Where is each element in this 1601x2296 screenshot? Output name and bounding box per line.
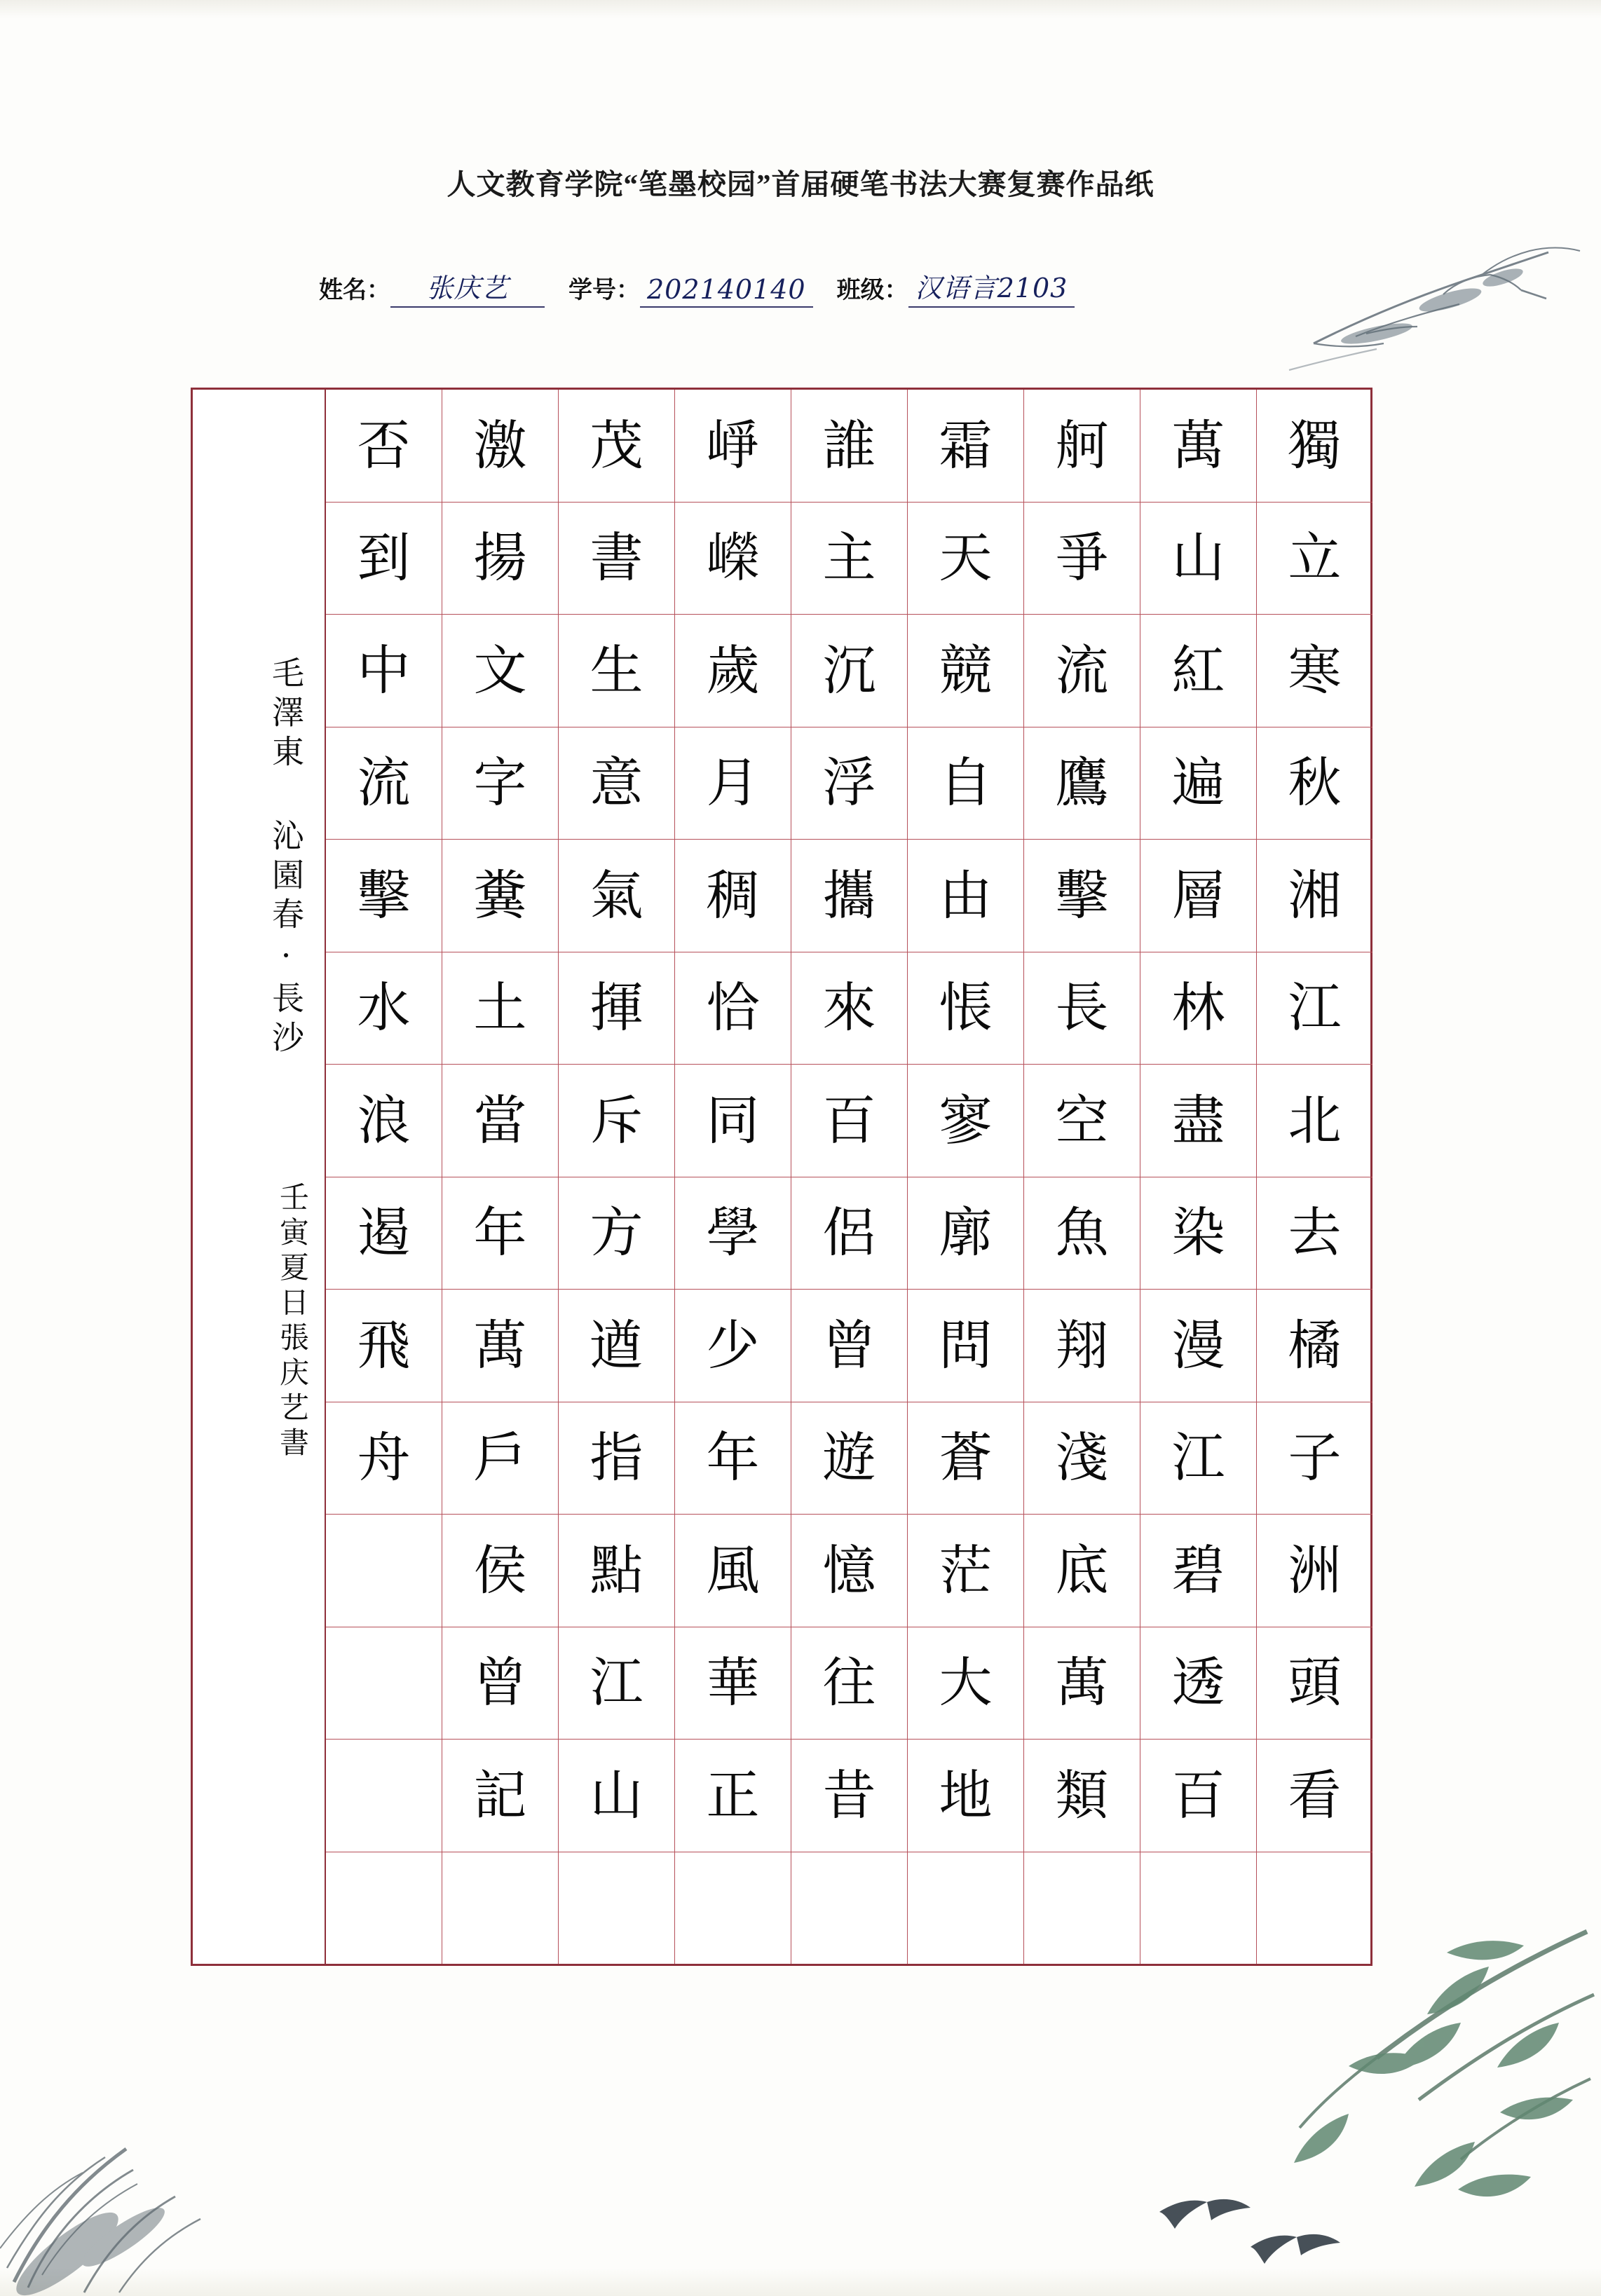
- grid-cell: 鷹: [1024, 727, 1140, 840]
- signature-column: [193, 390, 326, 1964]
- grid-cell: 斥: [559, 1065, 674, 1177]
- grid-cell: 紅: [1140, 615, 1256, 727]
- grid-cell: 記: [442, 1740, 558, 1852]
- grid-cell: 北: [1257, 1065, 1372, 1177]
- grid-cell: 地: [908, 1740, 1023, 1852]
- grid-cell: 類: [1024, 1740, 1140, 1852]
- field-student-id-value[interactable]: 202140140: [640, 274, 813, 308]
- grid-cell: 染: [1140, 1177, 1256, 1290]
- page-title: 人文教育学院“笔墨校园”首届硬笔书法大赛复赛作品纸: [447, 168, 1154, 200]
- grid-cell: 擊: [1024, 840, 1140, 952]
- grid-cell: 意: [559, 727, 674, 840]
- grid-cell: 頭: [1257, 1627, 1372, 1740]
- paper-edge-bottom: [0, 2268, 1601, 2296]
- grid-cell: [1024, 1852, 1140, 1964]
- grid-cell: 氣: [559, 840, 674, 952]
- grid-cell: 萬: [1140, 390, 1256, 503]
- grid-cell: 茂: [559, 390, 674, 503]
- grid-cell: 江: [1140, 1402, 1256, 1515]
- grid-cell: 字: [442, 727, 558, 840]
- grid-cell: 遏: [326, 1177, 442, 1290]
- grid-column-9: [326, 390, 442, 1964]
- grid-column-3: [1023, 390, 1140, 1964]
- grid-cell: 長: [1024, 952, 1140, 1065]
- field-student-id: [568, 271, 813, 308]
- grid-cell: 侶: [791, 1177, 907, 1290]
- grid-cell: [326, 1852, 442, 1964]
- grid-cell: 指: [559, 1402, 674, 1515]
- grid-cell: 獨: [1257, 390, 1372, 503]
- grid-cell: [1257, 1852, 1372, 1964]
- signature-author-line: 毛澤東 沁園春·長沙: [267, 656, 305, 1060]
- grid-cell: 萬: [1024, 1627, 1140, 1740]
- grid-cell: 擊: [326, 840, 442, 952]
- grid-cell: 魚: [1024, 1177, 1140, 1290]
- grid-cell: 學: [675, 1177, 791, 1290]
- grid-cell: 稠: [675, 840, 791, 952]
- grid-cell: 年: [675, 1402, 791, 1515]
- grid-cell: 自: [908, 727, 1023, 840]
- grid-cell: 方: [559, 1177, 674, 1290]
- grid-cell: 戶: [442, 1402, 558, 1515]
- grid-cell: 少: [675, 1290, 791, 1402]
- character-grid: [326, 390, 1372, 1964]
- grid-cell: 流: [1024, 615, 1140, 727]
- grid-cell: [326, 1627, 442, 1740]
- grid-cell: 遍: [1140, 727, 1256, 840]
- grid-cell: 問: [908, 1290, 1023, 1402]
- student-info-row: [319, 266, 1075, 308]
- grid-cell: [908, 1852, 1023, 1964]
- grid-cell: 碧: [1140, 1515, 1256, 1627]
- grid-cell: 攜: [791, 840, 907, 952]
- grid-cell: 盡: [1140, 1065, 1256, 1177]
- field-name-label: 姓名：: [319, 278, 390, 303]
- grid-cell: 憶: [791, 1515, 907, 1627]
- grid-cell: 空: [1024, 1065, 1140, 1177]
- grid-cell: 昔: [791, 1740, 907, 1852]
- grid-cell: [559, 1852, 674, 1964]
- field-name: [319, 266, 545, 308]
- grid-cell: 沉: [791, 615, 907, 727]
- grid-column-2: [1140, 390, 1256, 1964]
- grid-cell: 同: [675, 1065, 791, 1177]
- grid-cell: 天: [908, 503, 1023, 615]
- grid-cell: 霜: [908, 390, 1023, 503]
- grid-cell: 橘: [1257, 1290, 1372, 1402]
- calligraphy-grid-frame: [191, 388, 1372, 1966]
- grid-cell: 曾: [442, 1627, 558, 1740]
- grid-cell: 浪: [326, 1065, 442, 1177]
- ink-grass-illustration: [0, 1974, 421, 2296]
- grid-cell: 否: [326, 390, 442, 503]
- grid-cell: 正: [675, 1740, 791, 1852]
- grid-cell: 崢: [675, 390, 791, 503]
- field-student-id-label: 学号：: [568, 278, 640, 303]
- grid-cell: 底: [1024, 1515, 1140, 1627]
- grid-cell: 來: [791, 952, 907, 1065]
- grid-cell: 文: [442, 615, 558, 727]
- grid-cell: 中: [326, 615, 442, 727]
- grid-cell: [791, 1852, 907, 1964]
- grid-cell: 生: [559, 615, 674, 727]
- grid-cell: 茫: [908, 1515, 1023, 1627]
- grid-cell: 翔: [1024, 1290, 1140, 1402]
- grid-cell: [326, 1740, 442, 1852]
- grid-cell: 侯: [442, 1515, 558, 1627]
- grid-cell: 江: [559, 1627, 674, 1740]
- grid-cell: 百: [791, 1065, 907, 1177]
- grid-cell: 立: [1257, 503, 1372, 615]
- grid-cell: 嶸: [675, 503, 791, 615]
- grid-cell: 秋: [1257, 727, 1372, 840]
- grid-cell: 百: [1140, 1740, 1256, 1852]
- grid-cell: 曾: [791, 1290, 907, 1402]
- field-class-label: 班级：: [836, 278, 908, 303]
- grid-cell: 遊: [791, 1402, 907, 1515]
- grid-cell: [442, 1852, 558, 1964]
- field-class: [837, 266, 1075, 308]
- grid-cell: 風: [675, 1515, 791, 1627]
- field-class-value[interactable]: 汉语言2103: [908, 266, 1075, 308]
- grid-column-8: [442, 390, 558, 1964]
- grid-cell: 當: [442, 1065, 558, 1177]
- grid-cell: 江: [1257, 952, 1372, 1065]
- grid-column-4: [907, 390, 1023, 1964]
- grid-cell: 大: [908, 1627, 1023, 1740]
- grid-cell: [1140, 1852, 1256, 1964]
- grid-cell: 恰: [675, 952, 791, 1065]
- grid-cell: 悵: [908, 952, 1023, 1065]
- grid-cell: 湘: [1257, 840, 1372, 952]
- grid-cell: 書: [559, 503, 674, 615]
- grid-cell: 遒: [559, 1290, 674, 1402]
- grid-column-6: [674, 390, 791, 1964]
- grid-cell: 點: [559, 1515, 674, 1627]
- grid-cell: 由: [908, 840, 1023, 952]
- grid-column-1: [1256, 390, 1372, 1964]
- field-name-value[interactable]: 张庆艺: [390, 266, 545, 308]
- grid-cell: 誰: [791, 390, 907, 503]
- grid-cell: 到: [326, 503, 442, 615]
- grid-cell: 往: [791, 1627, 907, 1740]
- grid-cell: 去: [1257, 1177, 1372, 1290]
- grid-cell: 層: [1140, 840, 1256, 952]
- grid-cell: 寒: [1257, 615, 1372, 727]
- grid-cell: 揮: [559, 952, 674, 1065]
- grid-cell: 洲: [1257, 1515, 1372, 1627]
- grid-cell: 萬: [442, 1290, 558, 1402]
- grid-cell: 透: [1140, 1627, 1256, 1740]
- grid-cell: 林: [1140, 952, 1256, 1065]
- grid-cell: 揚: [442, 503, 558, 615]
- grid-cell: 月: [675, 727, 791, 840]
- grid-column-7: [558, 390, 674, 1964]
- grid-cell: 土: [442, 952, 558, 1065]
- grid-cell: 子: [1257, 1402, 1372, 1515]
- grid-cell: 激: [442, 390, 558, 503]
- grid-cell: 舟: [326, 1402, 442, 1515]
- grid-cell: 山: [1140, 503, 1256, 615]
- grid-cell: 華: [675, 1627, 791, 1740]
- grid-cell: [326, 1515, 442, 1627]
- grid-cell: 年: [442, 1177, 558, 1290]
- grid-cell: 廓: [908, 1177, 1023, 1290]
- grid-cell: 舸: [1024, 390, 1140, 503]
- grid-cell: 寥: [908, 1065, 1023, 1177]
- grid-cell: 看: [1257, 1740, 1372, 1852]
- grid-cell: 爭: [1024, 503, 1140, 615]
- grid-column-5: [791, 390, 907, 1964]
- grid-cell: 糞: [442, 840, 558, 952]
- grid-cell: 淺: [1024, 1402, 1140, 1515]
- grid-cell: 漫: [1140, 1290, 1256, 1402]
- grid-cell: 歲: [675, 615, 791, 727]
- grid-cell: 蒼: [908, 1402, 1023, 1515]
- grid-cell: 流: [326, 727, 442, 840]
- grid-cell: 水: [326, 952, 442, 1065]
- paper-edge-top: [0, 0, 1601, 18]
- grid-cell: 浮: [791, 727, 907, 840]
- grid-cell: [675, 1852, 791, 1964]
- grid-cell: 競: [908, 615, 1023, 727]
- signature-date-line: 壬寅夏日張庆艺書: [275, 1182, 310, 1462]
- grid-cell: 山: [559, 1740, 674, 1852]
- grid-cell: 主: [791, 503, 907, 615]
- grid-cell: 飛: [326, 1290, 442, 1402]
